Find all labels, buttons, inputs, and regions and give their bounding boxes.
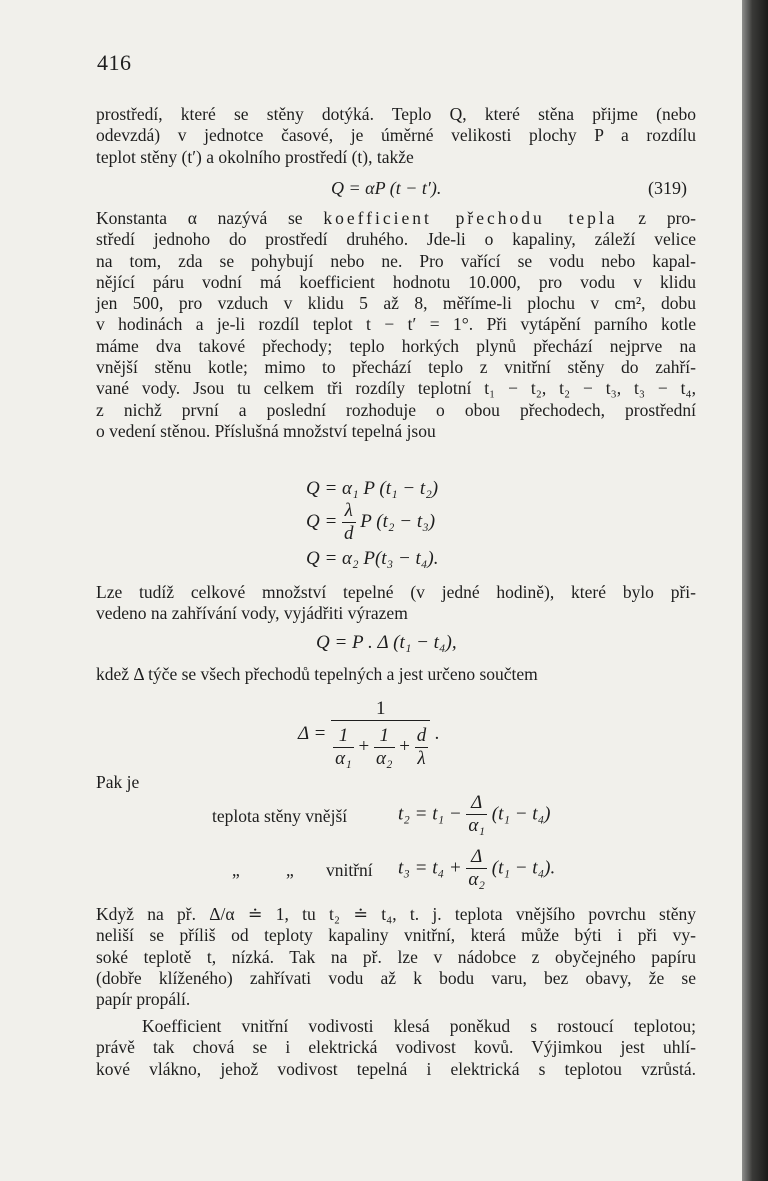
equation-q1: Q = α₁ P (t₁ − t₂) <box>306 478 439 499</box>
page-number: 416 <box>97 50 132 75</box>
text-line: neliší se příliš od teploty kapaliny vnitřní, která může býti i při vy- <box>96 925 696 946</box>
fraction-numerator: Δ <box>466 792 487 815</box>
fraction-denominator <box>331 721 430 770</box>
fraction-denominator: α₂ <box>375 748 393 769</box>
inner-wall-label: vnitřní <box>326 860 373 880</box>
fraction-delta-alpha1 <box>466 792 487 837</box>
equation-rhs: P (t₂ − t₃) <box>360 510 436 532</box>
text-line: na tom, zda se pohybují nebo ne. Pro vařící se vodu nebo kapal- <box>96 250 696 271</box>
text-line: vané vody. Jsou tu celkem tři rozdíly teplotní t₁ − t₂, t₂ − t₃, t₃ − t₄, <box>96 378 696 399</box>
text-fragment: z pro- <box>617 208 696 228</box>
equation-319: Q = αP (t − t′). <box>331 178 442 198</box>
period: . <box>435 723 440 744</box>
text-line: v hodinách a je-li rozdíl teplot t − t′ = 1°. Při vytápění parního kotle <box>96 314 696 335</box>
emphasis-spaced: koefficient přechodu tepla <box>323 208 618 228</box>
fraction-denominator: α₂ <box>468 869 486 890</box>
text-line: máme dva takové přechody; teplo horkých plynů přechází nejprve na <box>96 335 696 356</box>
text-line: kové vlákno, jehož vodivost tepelná i elektrická s teplotou vzrůstá. <box>96 1058 696 1079</box>
fraction-denominator: λ <box>417 748 426 769</box>
equation-total-heat: Q = P . Δ (t₁ − t₄), <box>316 632 457 653</box>
plus-sign: + <box>399 735 411 757</box>
fraction-denominator: d <box>344 523 354 544</box>
paragraph-1 <box>96 104 696 168</box>
text-line: (dobře klíženého) zahřívati vodu až k bodu varu, bez obavy, že se <box>96 967 696 988</box>
fraction-numerator: d <box>416 725 427 746</box>
text-line: nějící páru vodní má koefficient hodnotu 10.000, pro vodu v klidu <box>96 271 696 292</box>
text-line: prostředí, které se stěny dotýká. Teplo Q, které stěna přijme (nebo <box>96 104 696 124</box>
text-line: právě tak chová se i elektrická vodivost kovů. Výjimkou jest uhlí- <box>96 1037 696 1058</box>
ditto-mark: „ <box>286 860 294 880</box>
book-spine-shadow <box>742 0 768 1181</box>
text-line: jen 500, pro vzduch v klidu 5 až 8, měříme-li plochu v cm², dobu <box>96 293 696 314</box>
equation-lhs: t₂ = t₁ − <box>398 803 462 825</box>
fraction-denominator: α₁ <box>335 748 352 769</box>
paragraph-2 <box>96 208 696 442</box>
text-line: vnější stěnu kotle; mimo to přechází teplo z vnitřní stěny do zahří- <box>96 357 696 378</box>
text-line: Když na př. Δ/α ≐ 1, tu t₂ ≐ t₄, t. j. teplota vnějšího povrchu stěny <box>96 904 696 924</box>
paragraph-6 <box>96 1016 696 1080</box>
equation-lhs: Δ = <box>298 723 327 744</box>
fraction-numerator: 1 <box>331 698 430 721</box>
outer-wall-label: teplota stěny vnější <box>212 806 348 826</box>
text-line: o vedení stěnou. Příslušná množství tepelná jsou <box>96 420 436 441</box>
text-line: středí jednoho do prostředí druhého. Jde-li o kapaliny, záleží velice <box>96 229 696 250</box>
equation-q2 <box>306 500 435 545</box>
text-line: odevzdá) v jednotce časové, je úměrné velikosti plochy P a rozdílu <box>96 125 696 146</box>
text-line: z nichž první a poslední rozhoduje o obou přechodech, prostřední <box>96 399 696 420</box>
fraction-numerator: 1 <box>374 725 395 748</box>
equation-number: (319) <box>648 178 687 198</box>
text-line: vedeno na zahřívání vody, vyjádřiti výrazem <box>96 603 408 624</box>
text-line: Koefficient vnitřní vodivosti klesá poněkud s rostoucí teplotou; <box>142 1016 696 1036</box>
paragraph-3 <box>96 582 696 625</box>
plus-sign: + <box>358 735 370 757</box>
ditto-mark: „ <box>232 860 240 880</box>
text-line: soké teplotě t, nízká. Tak na př. lze v nádobce z obyčejného papíru <box>96 946 696 967</box>
text-line <box>96 208 696 229</box>
fraction-delta-alpha2 <box>466 846 487 891</box>
equation-q3: Q = α₂ P(t₃ − t₄). <box>306 548 439 569</box>
fraction-term <box>374 725 395 770</box>
equation-lhs: t₃ = t₄ + <box>398 857 462 879</box>
paragraph-5 <box>96 904 696 1010</box>
fraction-term <box>333 725 354 770</box>
equation-lhs: Q = <box>306 510 338 532</box>
fraction-term <box>415 725 429 770</box>
equation-rhs: (t₁ − t₄). <box>491 857 556 879</box>
fraction-lambda-d <box>342 500 356 545</box>
text-line: teplot stěny (t′) a okolního prostředí (t), takže <box>96 146 414 167</box>
equation-outer-wall <box>398 792 551 837</box>
pak-je-label: Pak je <box>96 772 140 792</box>
paragraph-4: kdež Δ týče se všech přechodů tepelných a jest určeno součtem <box>96 664 538 684</box>
text-line: Lze tudíž celkové množství tepelné (v jedné hodině), které bylo při- <box>96 582 696 602</box>
text-line: papír propálí. <box>96 989 191 1010</box>
equation-inner-wall <box>398 846 555 891</box>
fraction-delta <box>331 698 430 770</box>
fraction-numerator: λ <box>342 500 356 523</box>
fraction-numerator: Δ <box>466 846 487 869</box>
equation-delta <box>298 698 440 770</box>
text-fragment: Konstanta α nazývá se <box>96 208 324 228</box>
fraction-denominator: α₁ <box>468 815 486 836</box>
equation-rhs: (t₁ − t₄) <box>491 803 551 825</box>
fraction-numerator: 1 <box>333 725 354 748</box>
